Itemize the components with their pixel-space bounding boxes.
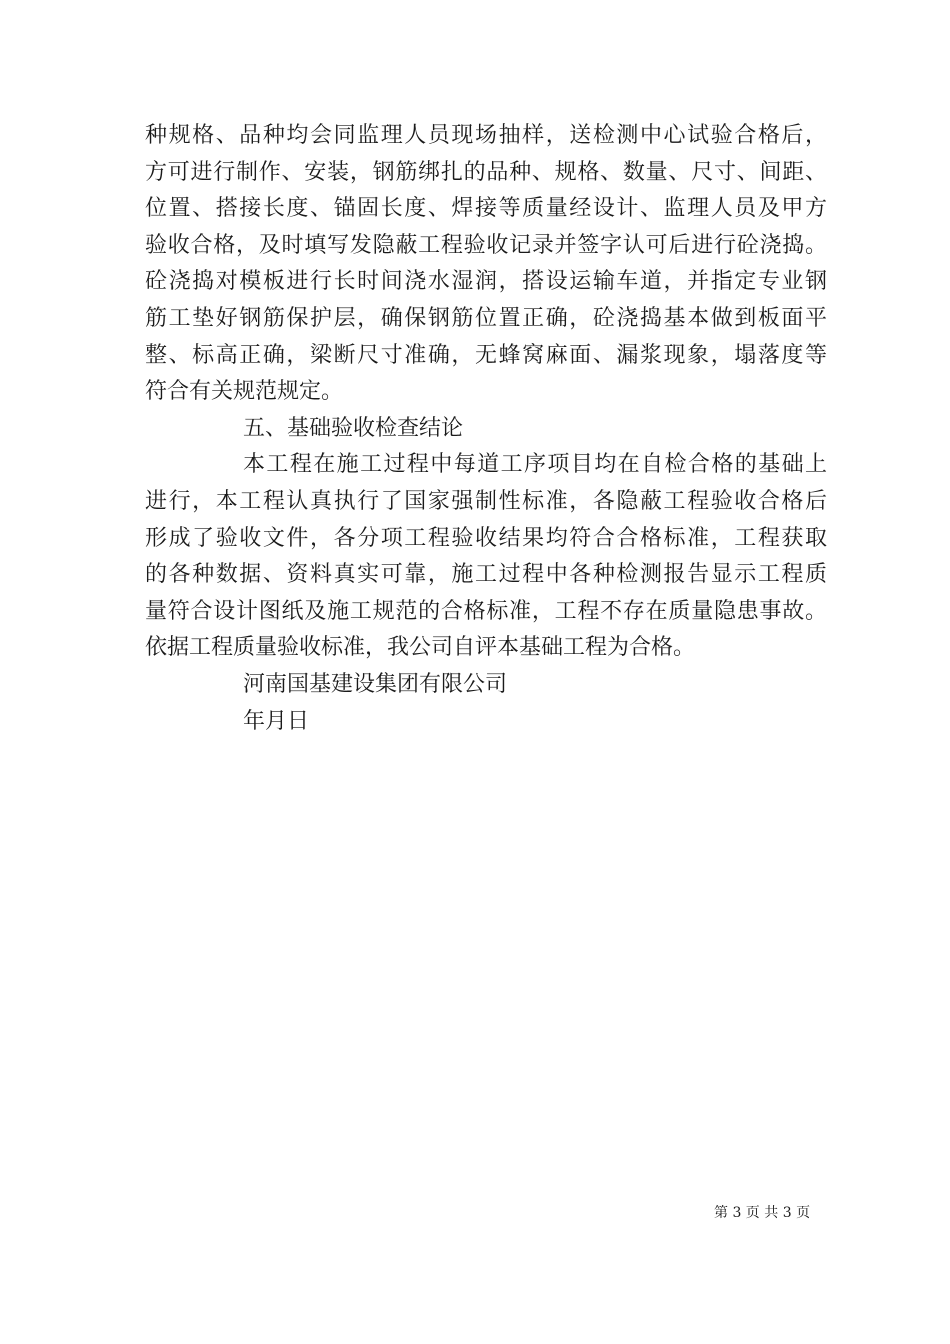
text-line: 筋工垫好钢筋保护层，确保钢筋位置正确，砼浇捣基本做到板面平 [145,305,827,331]
text-line: 依据工程质量验收标准，我公司自评本基础工程为合格。 [145,635,696,661]
text-line: 位置、搭接长度、锚固长度、焊接等质量经设计、监理人员及甲方 [145,196,827,222]
page-number-footer: 第 3 页 共 3 页 [714,1205,811,1221]
text-line: 的各种数据、资料真实可靠，施工过程中各种检测报告显示工程质 [145,562,827,588]
text-line: 种规格、品种均会同监理人员现场抽样，送检测中心试验合格后， [145,123,827,148]
signature-company: 河南国基建设集团有限公司 [243,671,508,697]
text-line: 砼浇捣对模板进行长时间浇水湿润，搭设运输车道，并指定专业钢 [145,269,827,295]
text-line [145,447,827,484]
text-line: 验收合格，及时填写发隐蔽工程验收记录并签字认可后进行砼浇捣。 [145,232,827,258]
text-line: 方可进行制作、安装，钢筋绑扎的品种、规格、数量、尺寸、间距、 [145,159,827,185]
text-line: 进行，本工程认真执行了国家强制性标准，各隐蔽工程验收合格后 [145,488,827,514]
section-heading: 五、基础验收检查结论 [243,415,464,441]
signature-date: 年月日 [243,708,310,734]
text-line: 量符合设计图纸及施工规范的合格标准，工程不存在质量隐患事故。 [145,598,827,624]
text-line: 形成了验收文件，各分项工程验收结果均符合合格标准，工程获取 [145,525,827,551]
text-line: 符合有关规范规定。 [145,379,344,405]
text-line: 整、标高正确，梁断尺寸准确，无蜂窝麻面、漏浆现象，塌落度等 [145,342,827,368]
document-body [145,118,827,740]
text-line-content: 本工程在施工过程中每道工序项目均在自检合格的基础上 [243,452,827,478]
